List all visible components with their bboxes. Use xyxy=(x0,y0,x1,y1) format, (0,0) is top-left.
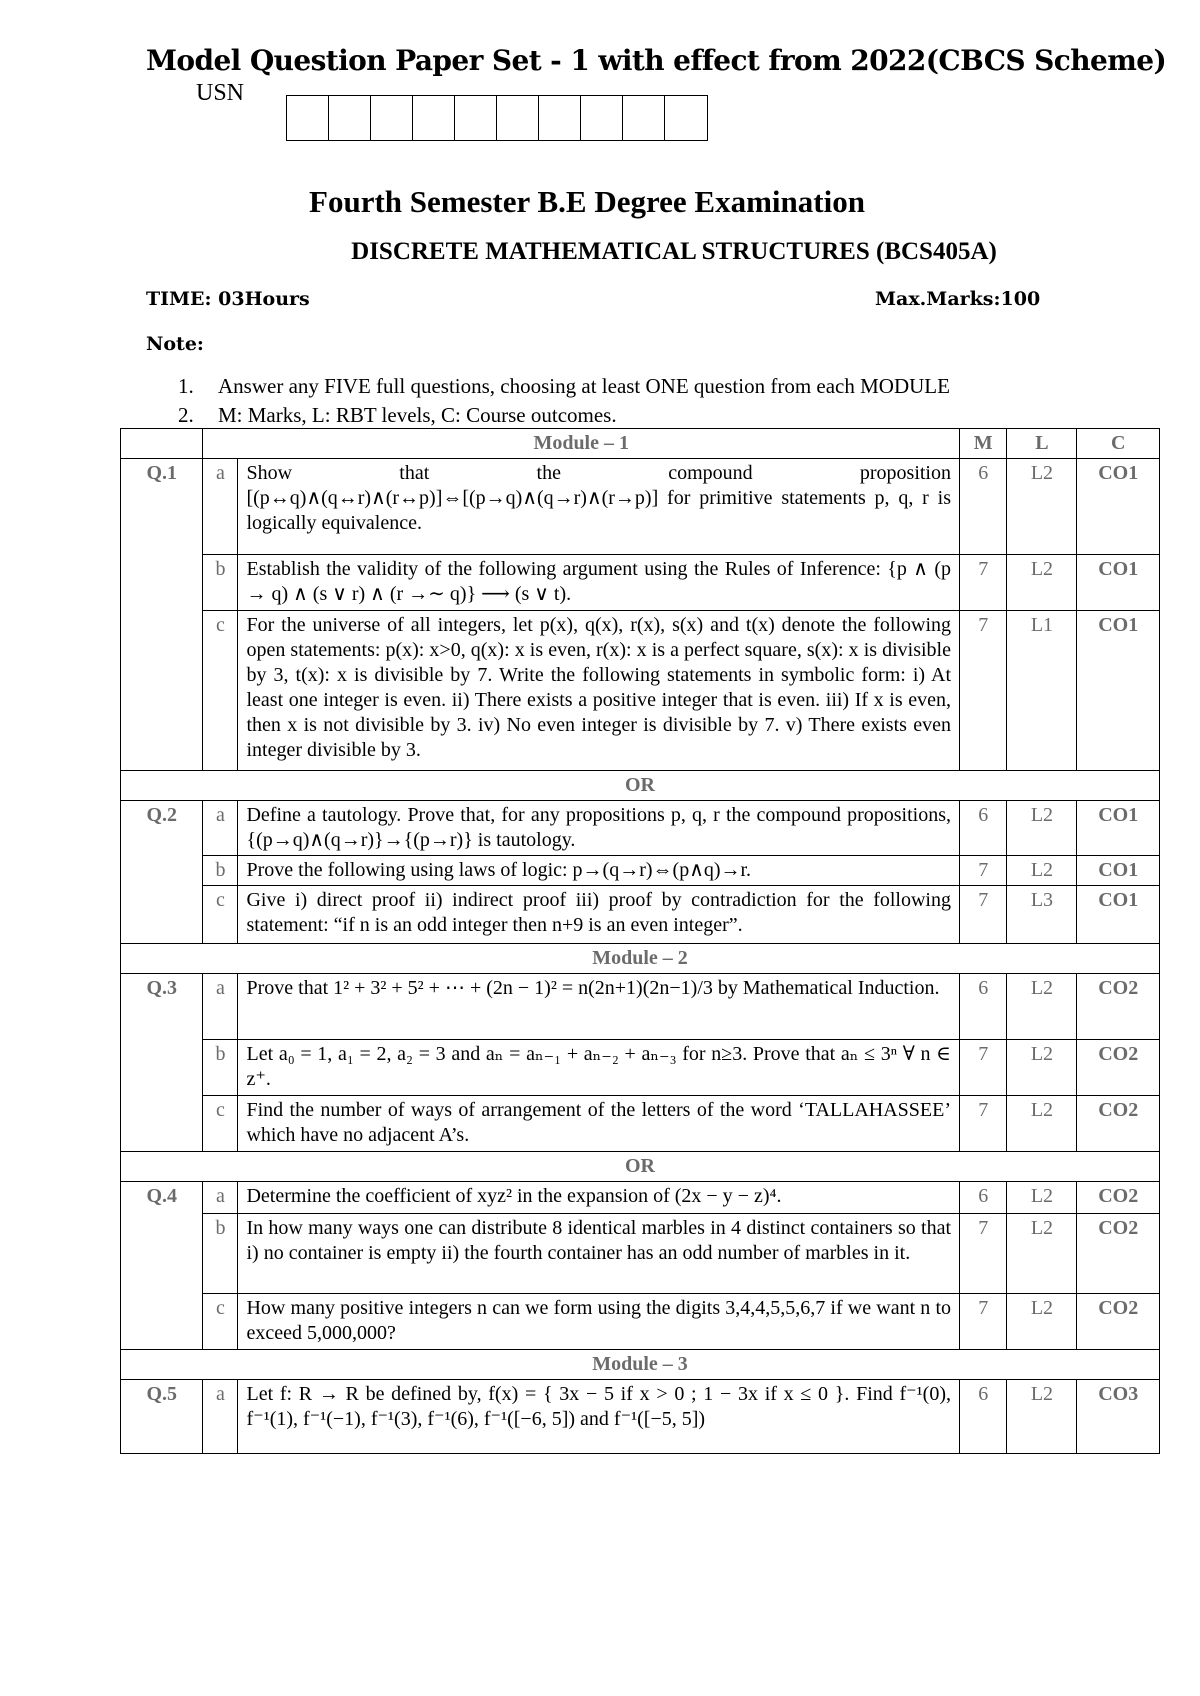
marks-value: 7 xyxy=(960,1040,1007,1096)
sub-question-label: a xyxy=(203,1380,238,1454)
or-separator: OR xyxy=(121,1152,1160,1182)
course-outcome: CO2 xyxy=(1077,1096,1160,1152)
table-row xyxy=(121,886,1160,944)
sub-question-label: b xyxy=(203,1040,238,1096)
question-number: Q.3 xyxy=(121,974,203,1152)
course-outcome: CO3 xyxy=(1077,1380,1160,1454)
question-text: Give i) direct proof ii) indirect proof iii) proof by contradiction for the following statement: “if n is an odd integer then n+9 is an even integer”. xyxy=(238,886,960,944)
usn-box xyxy=(665,96,707,140)
usn-box xyxy=(581,96,623,140)
marks-value: 7 xyxy=(960,1294,1007,1350)
instruction-number: 2. xyxy=(178,403,194,427)
instruction-number: 1. xyxy=(178,374,194,398)
rbt-level: L2 xyxy=(1007,459,1077,555)
course-outcome: CO2 xyxy=(1077,1182,1160,1214)
semester-heading: Fourth Semester B.E Degree Examination xyxy=(309,184,865,219)
marks-value: 6 xyxy=(960,801,1007,856)
table-row xyxy=(121,974,1160,1040)
rbt-level: L2 xyxy=(1007,974,1077,1040)
question-text: Let f: R → R be defined by, f(x) = { 3x − 5 if x > 0 ; 1 − 3x if x ≤ 0 }. Find f⁻¹(0), f⁻¹(1), f⁻¹(−1), f⁻¹(3), f⁻¹(6), f⁻¹([−6, 5]) and f⁻¹([−5, 5]) xyxy=(238,1380,960,1454)
sub-question-label: c xyxy=(203,611,238,771)
sub-question-label: c xyxy=(203,886,238,944)
table-row xyxy=(121,555,1160,611)
course-outcome: CO1 xyxy=(1077,459,1160,555)
question-text: Prove that 1² + 3² + 5² + ⋯ + (2n − 1)² = n(2n+1)(2n−1)/3 by Mathematical Induction. xyxy=(238,974,960,1040)
instruction-item xyxy=(178,372,950,401)
max-marks: Max.Marks:100 xyxy=(875,288,1041,310)
course-outcome: CO2 xyxy=(1077,1214,1160,1294)
instruction-text: M: Marks, L: RBT levels, C: Course outcomes. xyxy=(218,403,617,427)
usn-box xyxy=(371,96,413,140)
sub-question-label: b xyxy=(203,1214,238,1294)
subject-heading: DISCRETE MATHEMATICAL STRUCTURES (BCS405A) xyxy=(351,238,997,265)
marks-value: 6 xyxy=(960,459,1007,555)
marks-value: 7 xyxy=(960,1096,1007,1152)
table-row xyxy=(121,856,1160,886)
table-row xyxy=(121,1182,1160,1214)
question-text: Find the number of ways of arrangement of the letters of the word ‘TALLAHASSEE’ which have no adjacent A’s. xyxy=(238,1096,960,1152)
marks-value: 6 xyxy=(960,1182,1007,1214)
course-outcome: CO1 xyxy=(1077,856,1160,886)
sub-question-label: a xyxy=(203,974,238,1040)
table-row xyxy=(121,1214,1160,1294)
sub-question-label: a xyxy=(203,1182,238,1214)
marks-value: 7 xyxy=(960,611,1007,771)
table-row xyxy=(121,801,1160,856)
paper-title: Model Question Paper Set - 1 with effect from 2022(CBCS Scheme) xyxy=(146,44,1167,77)
module-heading: Module – 3 xyxy=(121,1350,1160,1380)
blank-cell xyxy=(121,429,203,459)
or-row xyxy=(121,771,1160,801)
sub-question-label: b xyxy=(203,856,238,886)
marks-column-header: M xyxy=(960,429,1007,459)
table-row xyxy=(121,1096,1160,1152)
sub-question-label: a xyxy=(203,801,238,856)
co-column-header: C xyxy=(1077,429,1160,459)
level-column-header: L xyxy=(1007,429,1077,459)
module-row xyxy=(121,944,1160,974)
question-text: For the universe of all integers, let p(x), q(x), r(x), s(x) and t(x) denote the following open statements: p(x): x>0, q(x): x is even, r(x): x is a perfect square, s(x): x is divisible by 3, t(x): x is divisible by 7. Write the following statements in symbolic form: i) At least one integer is even. ii) There exists a positive integer that is even. iii) If x is even, then x is not divisible by 3. iv) No even integer is divisible by 7. v) There exists even integer divisible by 3. xyxy=(238,611,960,771)
table-header-row xyxy=(121,429,1160,459)
table-row xyxy=(121,1294,1160,1350)
exam-time: TIME: 03Hours xyxy=(146,288,310,310)
course-outcome: CO1 xyxy=(1077,886,1160,944)
question-number: Q.4 xyxy=(121,1182,203,1350)
usn-label: USN xyxy=(196,80,245,106)
rbt-level: L2 xyxy=(1007,801,1077,856)
course-outcome: CO1 xyxy=(1077,611,1160,771)
course-outcome: CO1 xyxy=(1077,801,1160,856)
table-row xyxy=(121,1380,1160,1454)
sub-question-label: c xyxy=(203,1096,238,1152)
course-outcome: CO1 xyxy=(1077,555,1160,611)
instruction-item xyxy=(178,401,950,430)
question-number: Q.1 xyxy=(121,459,203,771)
question-text: Determine the coefficient of xyz² in the expansion of (2x − y − z)⁴. xyxy=(238,1182,960,1214)
usn-input-boxes xyxy=(286,95,708,141)
usn-box xyxy=(623,96,665,140)
usn-box xyxy=(413,96,455,140)
usn-box xyxy=(539,96,581,140)
rbt-level: L2 xyxy=(1007,1182,1077,1214)
question-text: Prove the following using laws of logic: p→(q→r)⇔(p∧q)→r. xyxy=(238,856,960,886)
rbt-level: L2 xyxy=(1007,1214,1077,1294)
course-outcome: CO2 xyxy=(1077,1040,1160,1096)
course-outcome: CO2 xyxy=(1077,1294,1160,1350)
usn-box xyxy=(497,96,539,140)
question-text: In how many ways one can distribute 8 identical marbles in 4 distinct containers so that i) no container is empty ii) the fourth container has an odd number of marbles in it. xyxy=(238,1214,960,1294)
module-heading: Module – 1 xyxy=(203,429,960,459)
question-text: Show that the compound proposition [(p↔q)∧(q↔r)∧(r↔p)]⇔[(p→q)∧(q→r)∧(r→p)] for primitive statements p, q, r is logically equivalence. xyxy=(238,459,960,555)
question-text: Define a tautology. Prove that, for any propositions p, q, r the compound propositions, {(p→q)∧(q→r)}→{(p→r)} is tautology. xyxy=(238,801,960,856)
module-row xyxy=(121,1350,1160,1380)
or-row xyxy=(121,1152,1160,1182)
usn-box xyxy=(455,96,497,140)
sub-question-label: a xyxy=(203,459,238,555)
rbt-level: L2 xyxy=(1007,856,1077,886)
course-outcome: CO2 xyxy=(1077,974,1160,1040)
marks-value: 7 xyxy=(960,856,1007,886)
rbt-level: L3 xyxy=(1007,886,1077,944)
instructions-list xyxy=(178,372,950,430)
question-text: Establish the validity of the following argument using the Rules of Inference: {p ∧ (p → q) ∧ (s ∨ r) ∧ (r →∼ q)} ⟶ (s ∨ t). xyxy=(238,555,960,611)
rbt-level: L2 xyxy=(1007,1040,1077,1096)
question-text: Let a₀ = 1, a₁ = 2, a₂ = 3 and aₙ = aₙ₋₁ + aₙ₋₂ + aₙ₋₃ for n≥3. Prove that aₙ ≤ 3ⁿ ∀ n ∈ z⁺. xyxy=(238,1040,960,1096)
table-row xyxy=(121,1040,1160,1096)
marks-value: 6 xyxy=(960,974,1007,1040)
question-number: Q.5 xyxy=(121,1380,203,1454)
marks-value: 7 xyxy=(960,555,1007,611)
marks-value: 7 xyxy=(960,886,1007,944)
sub-question-label: b xyxy=(203,555,238,611)
question-number: Q.2 xyxy=(121,801,203,944)
rbt-level: L2 xyxy=(1007,1380,1077,1454)
marks-value: 7 xyxy=(960,1214,1007,1294)
rbt-level: L2 xyxy=(1007,555,1077,611)
rbt-level: L1 xyxy=(1007,611,1077,771)
table-row xyxy=(121,611,1160,771)
usn-box xyxy=(287,96,329,140)
usn-box xyxy=(329,96,371,140)
rbt-level: L2 xyxy=(1007,1096,1077,1152)
note-label: Note: xyxy=(146,333,204,355)
table-row xyxy=(121,459,1160,555)
question-table xyxy=(120,428,1160,1454)
sub-question-label: c xyxy=(203,1294,238,1350)
module-heading: Module – 2 xyxy=(121,944,1160,974)
marks-value: 6 xyxy=(960,1380,1007,1454)
question-text: How many positive integers n can we form using the digits 3,4,4,5,5,6,7 if we want n to exceed 5,000,000? xyxy=(238,1294,960,1350)
rbt-level: L2 xyxy=(1007,1294,1077,1350)
or-separator: OR xyxy=(121,771,1160,801)
instruction-text: Answer any FIVE full questions, choosing at least ONE question from each MODULE xyxy=(218,374,950,398)
